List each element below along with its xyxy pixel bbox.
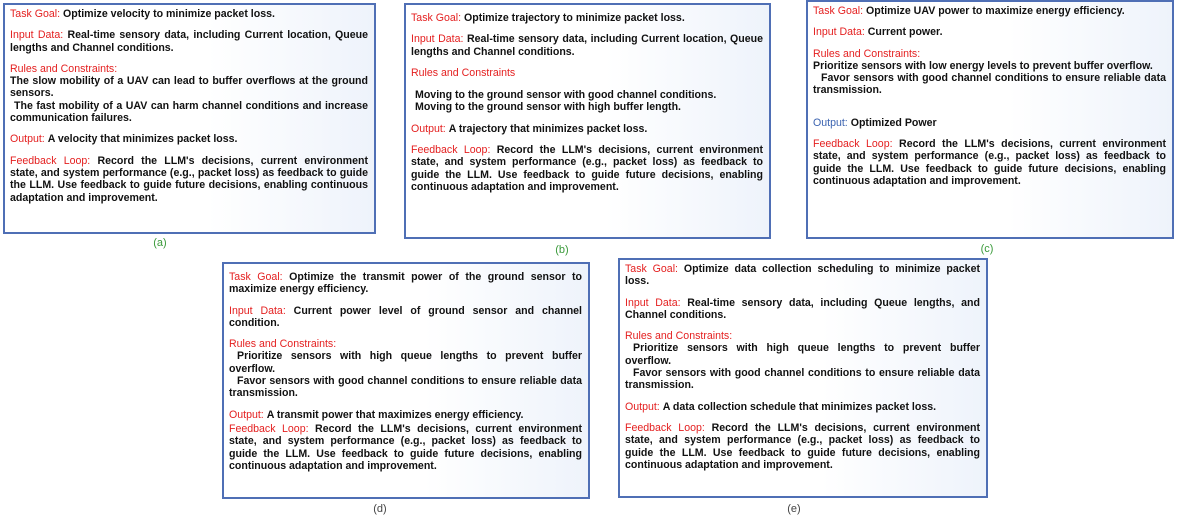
- task-goal-section: [813, 5, 1166, 17]
- output-section: [10, 133, 368, 145]
- rule-item: Favor sensors with good channel conditions to ensure reliable data transmission.: [813, 72, 1166, 97]
- rule-item: Favor sensors with good channel conditions to ensure reliable data transmission.: [229, 375, 582, 400]
- rules-label: Rules and Constraints:: [229, 338, 337, 351]
- rule-item: The slow mobility of a UAV can lead to buffer overflows at the ground sensors.: [10, 75, 368, 100]
- caption-e: (e): [787, 503, 801, 515]
- rules-section: [411, 67, 763, 114]
- input-data-section: [813, 26, 1166, 38]
- input-data-label: Input Data:: [411, 33, 464, 46]
- task-goal-text: Optimize UAV power to maximize energy efficiency.: [866, 5, 1125, 17]
- feedback-label: Feedback Loop:: [813, 138, 893, 151]
- input-data-section: [625, 297, 980, 322]
- input-data-label: Input Data:: [813, 26, 865, 39]
- rules-label: Rules and Constraints:: [10, 62, 118, 75]
- feedback-label: Feedback Loop:: [411, 144, 491, 157]
- input-data-text: Real-time sensory data, including Queue lengths, and Channel conditions.: [625, 296, 980, 321]
- feedback-text: Record the LLM's decisions, current environment state, and system performance (e.g., packet loss) as feedback to guide the LLM. Use feedback to guide future decisions, enabling continuous adaptation and improvement.: [625, 421, 980, 471]
- caption-b: (b): [555, 244, 569, 256]
- feedback-label: Feedback Loop:: [229, 422, 309, 435]
- rule-item: Prioritize sensors with low energy levels to prevent buffer overflow.: [813, 59, 1153, 72]
- feedback-text: Record the LLM's decisions, current environment state, and system performance (e.g., packet loss) as feedback to guide the LLM. Use feedback to guide future decisions, enabling continuous adaptation and improvement.: [229, 422, 582, 472]
- task-goal-section: [10, 8, 368, 20]
- rules-section: [229, 338, 582, 399]
- task-goal-text: Optimize data collection scheduling to minimize packet loss.: [625, 263, 980, 288]
- input-data-label: Input Data:: [10, 29, 64, 42]
- task-goal-text: Optimize velocity to minimize packet loss.: [63, 8, 275, 20]
- task-goal-section: [411, 12, 763, 24]
- output-text: Optimized Power: [850, 116, 937, 129]
- output-section: [625, 401, 980, 413]
- panel-a: [3, 3, 376, 234]
- feedback-text: Record the LLM's decisions, current environment state, and system performance (e.g., packet loss) as feedback to guide the LLM. Use feedback to guide future decisions, enabling continuous adaptation and improvement.: [411, 144, 763, 193]
- caption-d: (d): [373, 503, 387, 515]
- rule-item: Moving to the ground sensor with good channel conditions.: [415, 89, 717, 102]
- input-data-section: [411, 33, 763, 58]
- input-data-text: Current power.: [867, 26, 943, 39]
- task-goal-section: [229, 271, 582, 296]
- output-text: A trajectory that minimizes packet loss.: [448, 122, 648, 135]
- feedback-label: Feedback Loop:: [625, 421, 705, 434]
- output-section: [411, 123, 763, 135]
- rules-label: Rules and Constraints:: [625, 330, 733, 343]
- rule-item: Favor sensors with good channel conditions to ensure reliable data transmission.: [625, 367, 980, 392]
- feedback-section: [625, 422, 980, 471]
- input-data-section: [229, 305, 582, 330]
- task-goal-label: Task Goal:: [411, 12, 462, 24]
- rule-item: Prioritize sensors with high queue lengths to prevent buffer overflow.: [625, 342, 980, 367]
- input-data-section: [10, 29, 368, 54]
- feedback-section: [10, 155, 368, 204]
- rules-section: [813, 48, 1166, 97]
- rules-label: Rules and Constraints: [411, 66, 516, 79]
- feedback-section: [411, 144, 763, 193]
- rule-item: The fast mobility of a UAV can harm channel conditions and increase communication failures.: [10, 99, 368, 125]
- input-data-text: Current power level of ground sensor and channel condition.: [229, 304, 582, 329]
- rule-item: Moving to the ground sensor with high buffer length.: [415, 101, 681, 114]
- rules-section: [10, 63, 368, 124]
- output-section: [813, 117, 1166, 129]
- output-label: Output:: [625, 400, 660, 413]
- output-label: Output:: [229, 408, 264, 421]
- output-text: A velocity that minimizes packet loss.: [47, 133, 238, 146]
- caption-c: (c): [980, 243, 994, 255]
- task-goal-label: Task Goal:: [229, 271, 283, 283]
- output-text: A transmit power that maximizes energy efficiency.: [266, 408, 524, 421]
- input-data-label: Input Data:: [625, 296, 681, 309]
- output-label: Output:: [813, 116, 848, 129]
- task-goal-label: Task Goal:: [625, 263, 678, 275]
- output-label: Output:: [10, 133, 45, 146]
- output-text: A data collection schedule that minimizes packet loss.: [662, 400, 937, 413]
- output-label: Output:: [411, 122, 446, 135]
- task-goal-text: Optimize trajectory to minimize packet loss.: [464, 12, 685, 24]
- feedback-section: [813, 138, 1166, 187]
- task-goal-section: [625, 263, 980, 288]
- input-data-text: Real-time sensory data, including Current location, Queue lengths and Channel conditions.: [411, 33, 764, 58]
- panel-b: [404, 3, 771, 239]
- task-goal-label: Task Goal:: [10, 8, 61, 20]
- feedback-section: [229, 423, 582, 472]
- rules-label: Rules and Constraints:: [813, 47, 921, 60]
- task-goal-label: Task Goal:: [813, 5, 864, 17]
- input-data-text: Real-time sensory data, including Current location, Queue lengths and Channel conditions.: [10, 29, 369, 54]
- panel-c: [806, 0, 1174, 239]
- panel-e: [618, 258, 988, 498]
- feedback-text: Record the LLM's decisions, current environment state, and system performance (e.g., packet loss) as feedback to guide the LLM. Use feedback to guide future decisions, enabling continuous adaptation and improvement.: [10, 154, 368, 204]
- rule-item: Prioritize sensors with high queue lengths to prevent buffer overflow.: [229, 350, 582, 375]
- panel-d: [222, 262, 590, 499]
- caption-a: (a): [153, 237, 167, 249]
- output-section: [229, 409, 582, 421]
- feedback-label: Feedback Loop:: [10, 154, 91, 167]
- rules-section: [625, 330, 980, 391]
- task-goal-text: Optimize the transmit power of the ground sensor to maximize energy efficiency.: [229, 271, 582, 296]
- feedback-text: Record the LLM's decisions, current environment state, and system performance (e.g., packet loss) as feedback to guide the LLM. Use feedback to guide future decisions, enabling continuous adaptation and improvement.: [813, 138, 1166, 187]
- input-data-label: Input Data:: [229, 304, 286, 317]
